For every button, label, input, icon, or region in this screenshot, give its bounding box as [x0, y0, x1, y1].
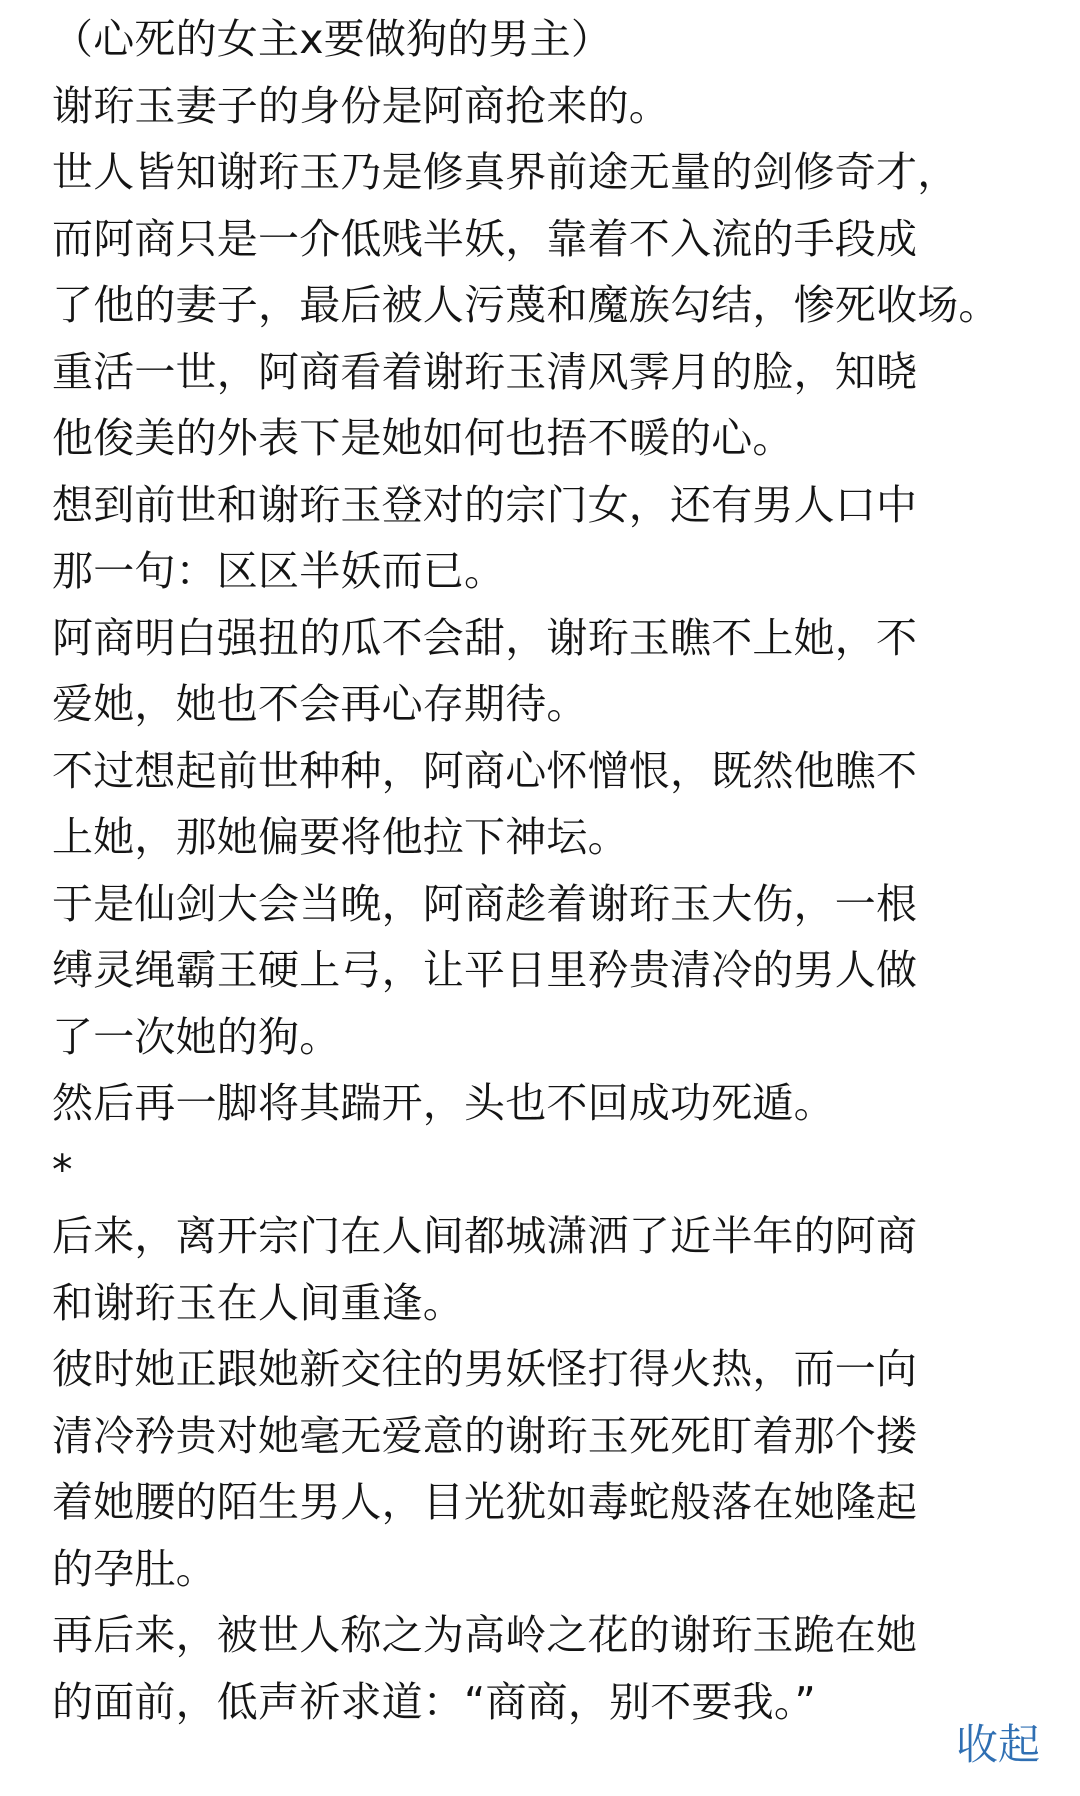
text-line: 着她腰的陌生男人，目光犹如毒蛇般落在她隆起	[52, 1478, 918, 1526]
text-line: 想到前世和谢珩玉登对的宗门女，还有男人口中	[52, 480, 918, 529]
text-line: 彼时她正跟她新交往的男妖怪打得火热，而一向	[52, 1345, 918, 1393]
text-line: 而阿商只是一介低贱半妖，靠着不入流的手段成	[52, 214, 918, 263]
text-line: 和谢珩玉在人间重逢。	[52, 1278, 464, 1327]
collapse-button[interactable]: 收起	[955, 1720, 1040, 1769]
text-line: 了他的妻子，最后被人污蔑和魔族勾结，惨死收场。	[52, 281, 1000, 329]
text-line: 的孕肚。	[52, 1544, 217, 1593]
text-line: 了一次她的狗。	[52, 1012, 341, 1061]
text-line: 那一句：区区半妖而已。	[52, 547, 506, 595]
text-line: 阿商明白强扭的瓜不会甜，谢珩玉瞧不上她，不	[52, 613, 918, 662]
text-line: 清冷矜贵对她毫无爱意的谢珩玉死死盯着那个搂	[52, 1411, 918, 1460]
text-line: 的面前，低声祈求道：“商商，别不要我。”	[52, 1677, 816, 1726]
text-line: 后来，离开宗门在人间都城潇洒了近半年的阿商	[52, 1212, 918, 1260]
text-line: 不过想起前世种种，阿商心怀憎恨，既然他瞧不	[52, 746, 918, 795]
section-separator: *	[52, 1145, 73, 1194]
text-line: 然后再一脚将其踹开，头也不回成功死遁。	[52, 1079, 835, 1127]
text-line: 他俊美的外表下是她如何也捂不暖的心。	[52, 414, 794, 462]
text-line: 谢珩玉妻子的身份是阿商抢来的。	[52, 81, 670, 130]
text-line: 爱她，她也不会再心存期待。	[52, 680, 588, 728]
post-text	[52, 6, 1042, 1735]
text-line: （心死的女主x要做狗的男主）	[52, 15, 613, 63]
text-line: 世人皆知谢珩玉乃是修真界前途无量的剑修奇才，	[52, 148, 959, 196]
text-line: 上她，那她偏要将他拉下神坛。	[52, 813, 629, 861]
text-line: 缚灵绳霸王硬上弓，让平日里矜贵清冷的男人做	[52, 946, 918, 994]
text-line: 再后来，被世人称之为高岭之花的谢珩玉跪在她	[52, 1611, 918, 1659]
text-line: 于是仙剑大会当晚，阿商趁着谢珩玉大伤，一根	[52, 879, 918, 928]
text-line: 重活一世，阿商看着谢珩玉清风霁月的脸，知晓	[52, 347, 918, 396]
